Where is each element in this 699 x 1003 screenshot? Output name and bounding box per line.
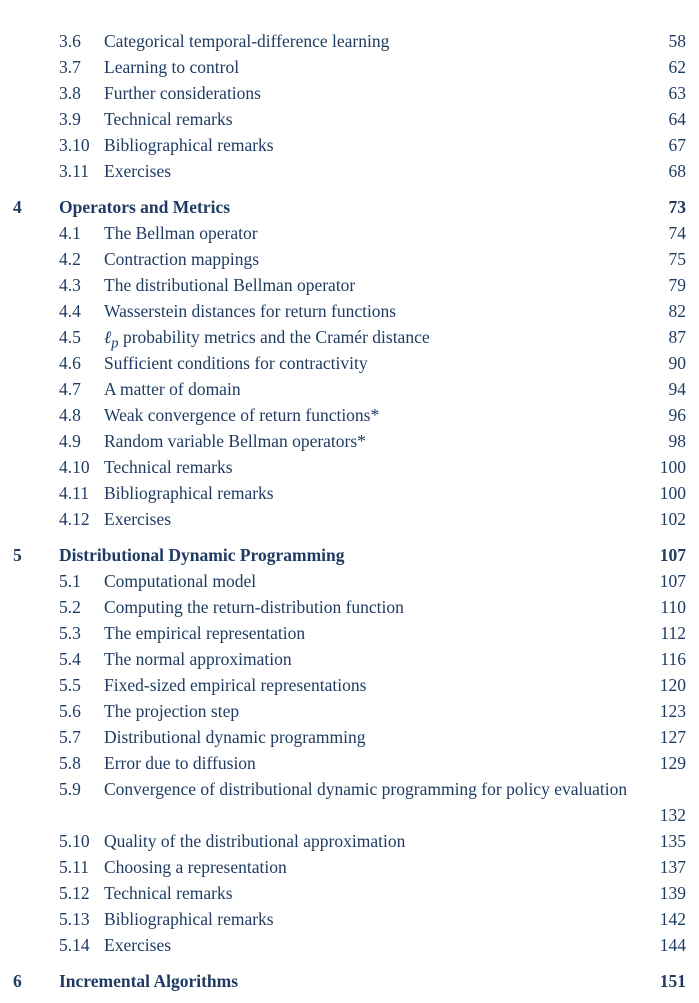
section-number: 5.10 — [59, 831, 90, 851]
page-number: 63 — [668, 83, 686, 103]
toc-entry-4-3[interactable] — [0, 272, 699, 298]
section-title: Exercises — [104, 509, 172, 529]
page-number: 68 — [668, 161, 686, 181]
toc-entry-3-8[interactable] — [0, 80, 699, 106]
section-title: Error due to diffusion — [104, 753, 256, 773]
page-number: 96 — [668, 405, 686, 425]
toc-entry-5-1[interactable] — [0, 568, 699, 594]
section-title: Learning to control — [104, 57, 240, 77]
section-number: 5.3 — [59, 623, 81, 643]
page-number: 107 — [659, 545, 686, 565]
section-number: 4.6 — [59, 353, 81, 373]
section-number: 5.6 — [59, 701, 81, 721]
toc-entry-5-9[interactable] — [0, 776, 699, 828]
page-number: 74 — [668, 223, 686, 243]
section-number: 5.14 — [59, 935, 90, 955]
section-title: Sufficient conditions for contractivity — [104, 353, 368, 373]
section-title: The projection step — [104, 701, 240, 721]
section-number: 5.9 — [59, 779, 81, 799]
toc-entry-4-12[interactable] — [0, 506, 699, 532]
section-number: 3.10 — [59, 135, 90, 155]
section-title: Technical remarks — [104, 883, 233, 903]
section-number: 5.7 — [59, 727, 81, 747]
page-number: 75 — [668, 249, 686, 269]
section-number: 4.12 — [59, 509, 90, 529]
section-number: 4.8 — [59, 405, 81, 425]
section-title: Random variable Bellman operators* — [104, 431, 366, 451]
section-title: Weak convergence of return functions* — [104, 405, 380, 425]
lp-symbol: ℓ — [104, 327, 112, 347]
section-number: 5.11 — [59, 857, 89, 877]
section-number: 4.2 — [59, 249, 81, 269]
toc-entry-5-12[interactable] — [0, 880, 699, 906]
chapter-title: Distributional Dynamic Programming — [59, 545, 345, 565]
toc-entry-5-4[interactable] — [0, 646, 699, 672]
toc-entry-5-10[interactable] — [0, 828, 699, 854]
section-title: Quality of the distributional approximation — [104, 831, 406, 851]
section-number: 4.3 — [59, 275, 81, 295]
toc-entry-5-2[interactable] — [0, 594, 699, 620]
section-title: Technical remarks — [104, 457, 233, 477]
section-number: 4.10 — [59, 457, 90, 477]
toc-entry-5-7[interactable] — [0, 724, 699, 750]
page-number: 116 — [660, 649, 686, 669]
page-number: 123 — [659, 701, 686, 721]
toc-entry-3-10[interactable] — [0, 132, 699, 158]
table-of-contents — [0, 28, 699, 994]
page-number: 142 — [659, 909, 686, 929]
section-number: 3.11 — [59, 161, 89, 181]
page-number: 107 — [659, 571, 686, 591]
toc-entry-4-7[interactable] — [0, 376, 699, 402]
section-number: 4.5 — [59, 327, 81, 347]
section-title-rest: probability metrics and the Cramér distance — [118, 327, 430, 347]
chapter-title: Incremental Algorithms — [59, 971, 239, 991]
page-number: 100 — [659, 483, 686, 503]
section-number: 3.8 — [59, 83, 81, 103]
page-number: 94 — [668, 379, 686, 399]
section-title: Fixed-sized empirical representations — [104, 675, 367, 695]
toc-entry-5-3[interactable] — [0, 620, 699, 646]
page-number: 102 — [659, 509, 686, 529]
section-title: Bibliographical remarks — [104, 483, 274, 503]
section-number: 5.13 — [59, 909, 90, 929]
section-number: 5.8 — [59, 753, 81, 773]
page-number: 100 — [659, 457, 686, 477]
toc-entry-4-11[interactable] — [0, 480, 699, 506]
toc-entry-4-4[interactable] — [0, 298, 699, 324]
section-title: Exercises — [104, 935, 172, 955]
page-number: 58 — [668, 31, 686, 51]
section-number: 4.4 — [59, 301, 81, 321]
section-number: 3.7 — [59, 57, 81, 77]
section-title: Distributional dynamic programming — [104, 727, 366, 747]
section-number: 5.1 — [59, 571, 81, 591]
section-number: 4.1 — [59, 223, 81, 243]
section-title: Contraction mappings — [104, 249, 260, 269]
chapter-number: 5 — [13, 545, 22, 565]
toc-entry-4-9[interactable] — [0, 428, 699, 454]
section-number: 4.7 — [59, 379, 81, 399]
section-number: 4.9 — [59, 431, 81, 451]
section-title: Technical remarks — [104, 109, 233, 129]
page-number: 79 — [668, 275, 686, 295]
toc-chapter-6[interactable] — [0, 968, 699, 994]
page-number: 144 — [659, 935, 686, 955]
section-title: Categorical temporal-difference learning — [104, 31, 390, 51]
page-number: 64 — [668, 109, 686, 129]
toc-entry-4-2[interactable] — [0, 246, 699, 272]
page-number: 62 — [668, 57, 686, 77]
chapter-number: 6 — [13, 971, 22, 991]
section-title: Bibliographical remarks — [104, 909, 274, 929]
page-number: 112 — [660, 623, 686, 643]
section-title: Bibliographical remarks — [104, 135, 274, 155]
toc-entry-5-8[interactable] — [0, 750, 699, 776]
toc-entry-5-14[interactable] — [0, 932, 699, 958]
page-number: 87 — [668, 327, 686, 347]
page-number: 129 — [659, 753, 686, 773]
page-number: 110 — [660, 597, 686, 617]
toc-chapter-4[interactable] — [0, 194, 699, 220]
page-number: 98 — [668, 431, 686, 451]
page-number: 139 — [659, 883, 686, 903]
section-number: 3.6 — [59, 31, 81, 51]
toc-entry-5-11[interactable] — [0, 854, 699, 880]
toc-entry-3-11[interactable] — [0, 158, 699, 184]
toc-entry-5-5[interactable] — [0, 672, 699, 698]
page-number: 90 — [668, 353, 686, 373]
lp-subscript: p — [111, 335, 119, 352]
page-number: 151 — [659, 971, 686, 991]
section-number: 5.2 — [59, 597, 81, 617]
toc-entry-4-1[interactable] — [0, 220, 699, 246]
toc-chapter-5[interactable] — [0, 542, 699, 568]
page-number: 127 — [659, 727, 686, 747]
page-number: 82 — [668, 301, 686, 321]
section-title: Wasserstein distances for return functions — [104, 301, 397, 321]
section-number: 4.11 — [59, 483, 89, 503]
section-title: Convergence of distributional dynamic programming for policy evaluation — [104, 779, 628, 799]
chapter-number: 4 — [13, 197, 22, 217]
toc-entry-5-6[interactable] — [0, 698, 699, 724]
page-number: 67 — [668, 135, 686, 155]
section-title: Computational model — [104, 571, 257, 591]
section-title: Further considerations — [104, 83, 261, 103]
toc-entry-4-8[interactable] — [0, 402, 699, 428]
section-title: Choosing a representation — [104, 857, 287, 877]
section-title: Computing the return-distribution function — [104, 597, 404, 617]
page-number: 135 — [659, 831, 686, 851]
toc-entry-3-7[interactable] — [0, 54, 699, 80]
toc-entry-4-6[interactable] — [0, 350, 699, 376]
page-number: 132 — [659, 805, 686, 825]
section-number: 3.9 — [59, 109, 81, 129]
toc-entry-3-6[interactable] — [0, 28, 699, 54]
section-title: The normal approximation — [104, 649, 292, 669]
section-title: The Bellman operator — [104, 223, 258, 243]
section-number: 5.12 — [59, 883, 90, 903]
section-number: 5.5 — [59, 675, 81, 695]
section-number: 5.4 — [59, 649, 81, 669]
page-number: 73 — [668, 197, 686, 217]
page-number: 137 — [659, 857, 686, 877]
toc-entry-3-9[interactable] — [0, 106, 699, 132]
toc-entry-5-13[interactable] — [0, 906, 699, 932]
toc-entry-4-5[interactable] — [0, 324, 699, 350]
toc-entry-4-10[interactable] — [0, 454, 699, 480]
section-title: A matter of domain — [104, 379, 241, 399]
section-title: Exercises — [104, 161, 172, 181]
section-title: The empirical representation — [104, 623, 306, 643]
chapter-title: Operators and Metrics — [59, 197, 231, 217]
section-title: The distributional Bellman operator — [104, 275, 356, 295]
page-number: 120 — [659, 675, 686, 695]
